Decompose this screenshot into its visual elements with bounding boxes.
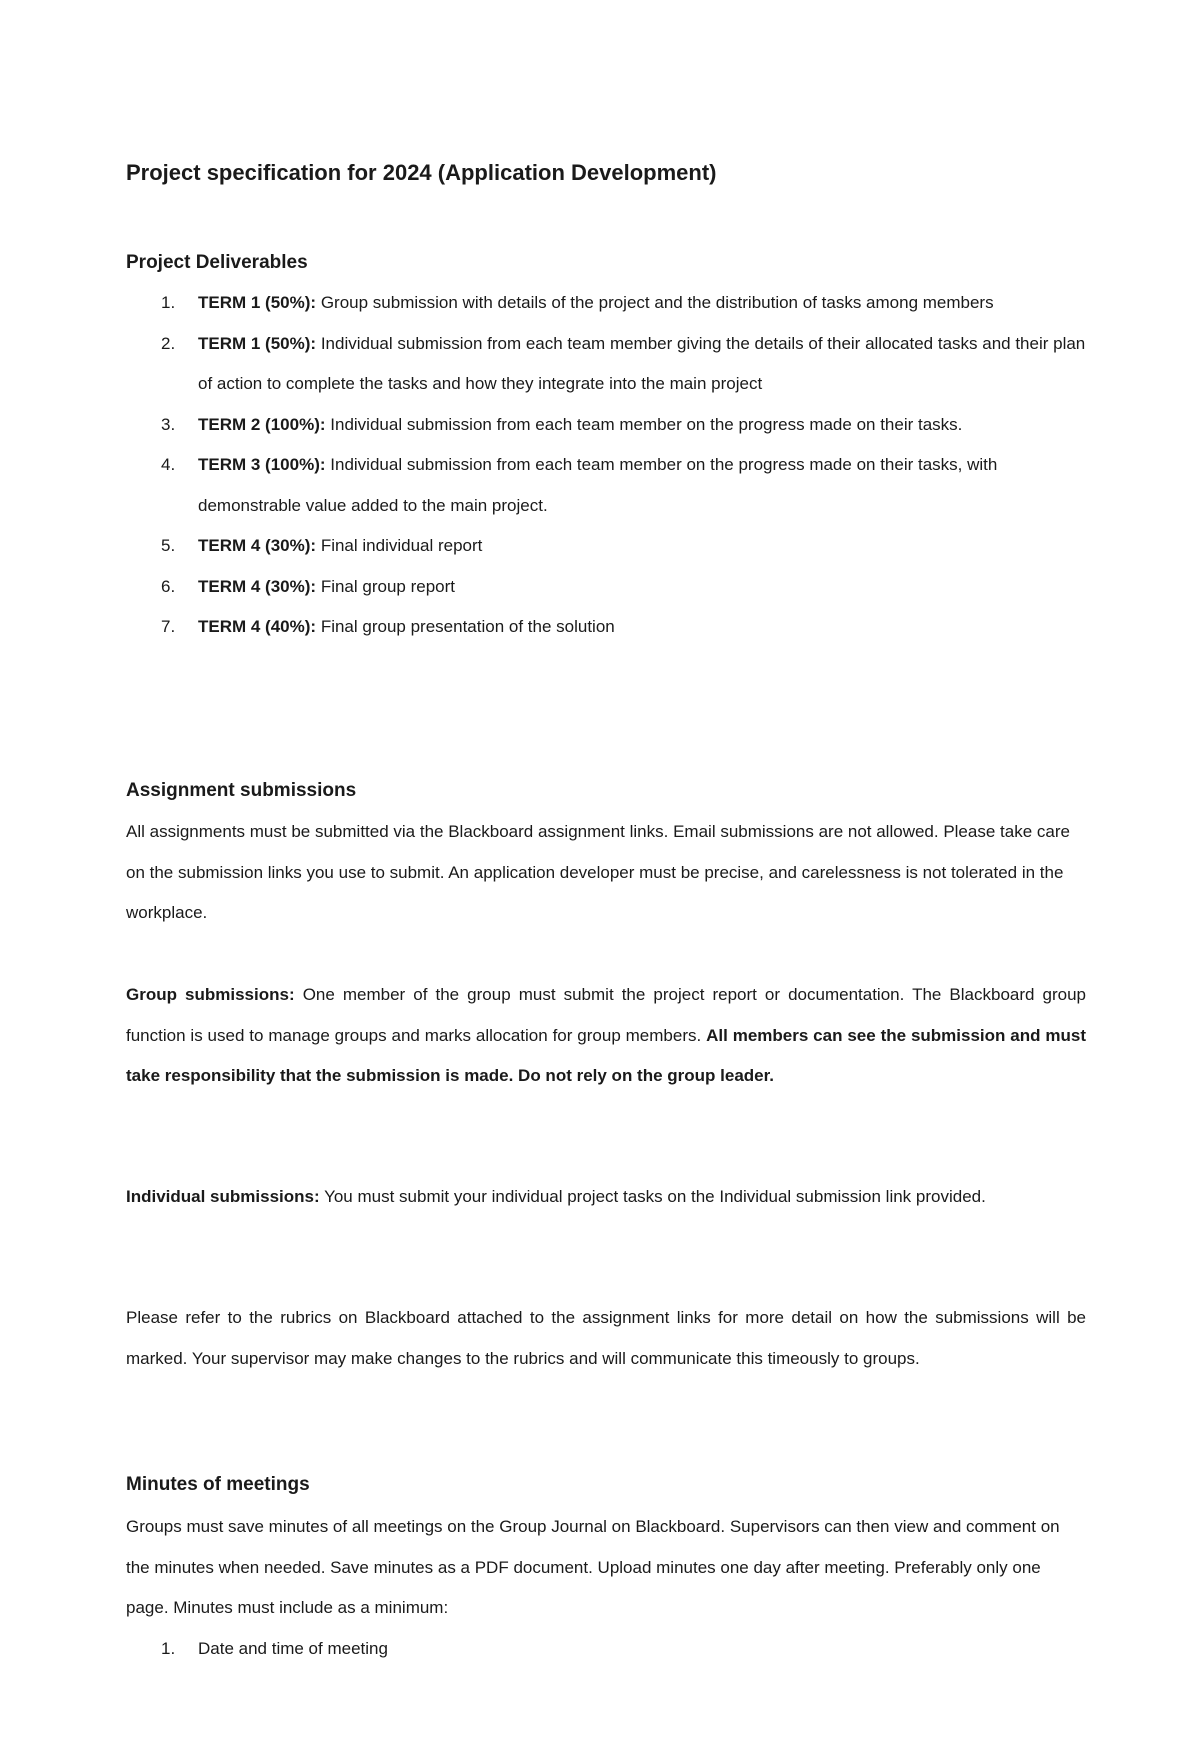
deliverables-list bbox=[126, 283, 1086, 648]
list-item bbox=[126, 405, 1086, 446]
minutes-text: Groups must save minutes of all meetings on the Group Journal on Blackboard. Supervisors can then view and comment on the minutes when needed. Save minutes as a PDF document. Upload minutes one day after meeting. Preferably only one page. Minutes must include as a minimum: bbox=[126, 1517, 1060, 1617]
group-submissions-label: Group submissions: bbox=[126, 985, 295, 1004]
list-item-number: 2. bbox=[161, 333, 176, 353]
individual-submissions-paragraph bbox=[126, 1177, 1086, 1218]
list-item bbox=[126, 607, 1086, 648]
group-submissions-text: One member of the group must submit the project report or documentation. The Blackboard group function is used to manage groups and marks allocation for group members. bbox=[126, 985, 1086, 1045]
list-item-text: Final group presentation of the solution bbox=[320, 617, 615, 636]
list-item-term: TERM 2 (100%): bbox=[198, 414, 326, 434]
list-item bbox=[126, 1629, 1086, 1670]
list-item-number: 6. bbox=[161, 576, 176, 596]
list-item-number: 3. bbox=[161, 414, 176, 434]
list-item-number: 7. bbox=[161, 617, 176, 636]
list-item-number: 1. bbox=[161, 1639, 176, 1658]
list-item-term: TERM 4 (40%): bbox=[198, 617, 317, 636]
list-item-number: 4. bbox=[161, 455, 176, 474]
list-item bbox=[126, 567, 1086, 608]
list-item bbox=[126, 526, 1086, 567]
list-item-term: TERM 4 (30%): bbox=[198, 536, 317, 555]
list-item-term: TERM 1 (50%): bbox=[198, 333, 317, 353]
list-item-text: Group submission with details of the project and the distribution of tasks among members bbox=[320, 293, 994, 312]
list-item-number: 5. bbox=[161, 536, 176, 555]
list-item-text: Final group report bbox=[320, 576, 455, 596]
assignments-heading: Assignment submissions bbox=[126, 780, 357, 801]
list-item-text: Final individual report bbox=[320, 536, 483, 555]
list-item-text: Individual submission from each team member on the progress made on their tasks, with demonstrable value added to the main project. bbox=[198, 455, 998, 515]
group-submissions-paragraph bbox=[126, 975, 1086, 1097]
list-item-text: Date and time of meeting bbox=[198, 1639, 388, 1658]
list-item bbox=[126, 445, 1086, 526]
individual-submissions-text: You must submit your individual project tasks on the Individual submission link provided. bbox=[324, 1187, 986, 1206]
rubrics-paragraph: Please refer to the rubrics on Blackboard attached to the assignment links for more detail on how the submissions will be marked. Your supervisor may make changes to the rubrics and will communicate this timeously to groups. bbox=[126, 1308, 1086, 1368]
list-item-number: 1. bbox=[161, 293, 176, 312]
deliverables-heading: Project Deliverables bbox=[126, 252, 308, 273]
document-title: Project specification for 2024 (Application Development) bbox=[126, 160, 717, 185]
list-item-text: Individual submission from each team member giving the details of their allocated tasks and their plan of action to complete the tasks and how they integrate into the main project bbox=[198, 333, 1086, 393]
list-item bbox=[126, 324, 1086, 405]
list-item-term: TERM 1 (50%): bbox=[198, 293, 317, 312]
list-item-term: TERM 3 (100%): bbox=[198, 455, 326, 474]
assignments-intro: All assignments must be submitted via the Blackboard assignment links. Email submissions are not allowed. Please take care on the submission links you use to submit. An application developer must be precise, and carelessness is not tolerated in the workplace. bbox=[126, 822, 1070, 922]
list-item-term: TERM 4 (30%): bbox=[198, 576, 317, 596]
individual-submissions-label: Individual submissions: bbox=[126, 1187, 320, 1206]
minutes-heading: Minutes of meetings bbox=[126, 1474, 310, 1495]
minutes-list bbox=[126, 1629, 1086, 1670]
group-submissions-bold-note: All members can see the submission and must take responsibility that the submission is made. Do not rely on the group leader. bbox=[126, 1025, 1086, 1085]
list-item bbox=[126, 283, 1086, 324]
list-item-text: Individual submission from each team member on the progress made on their tasks. bbox=[330, 414, 963, 434]
